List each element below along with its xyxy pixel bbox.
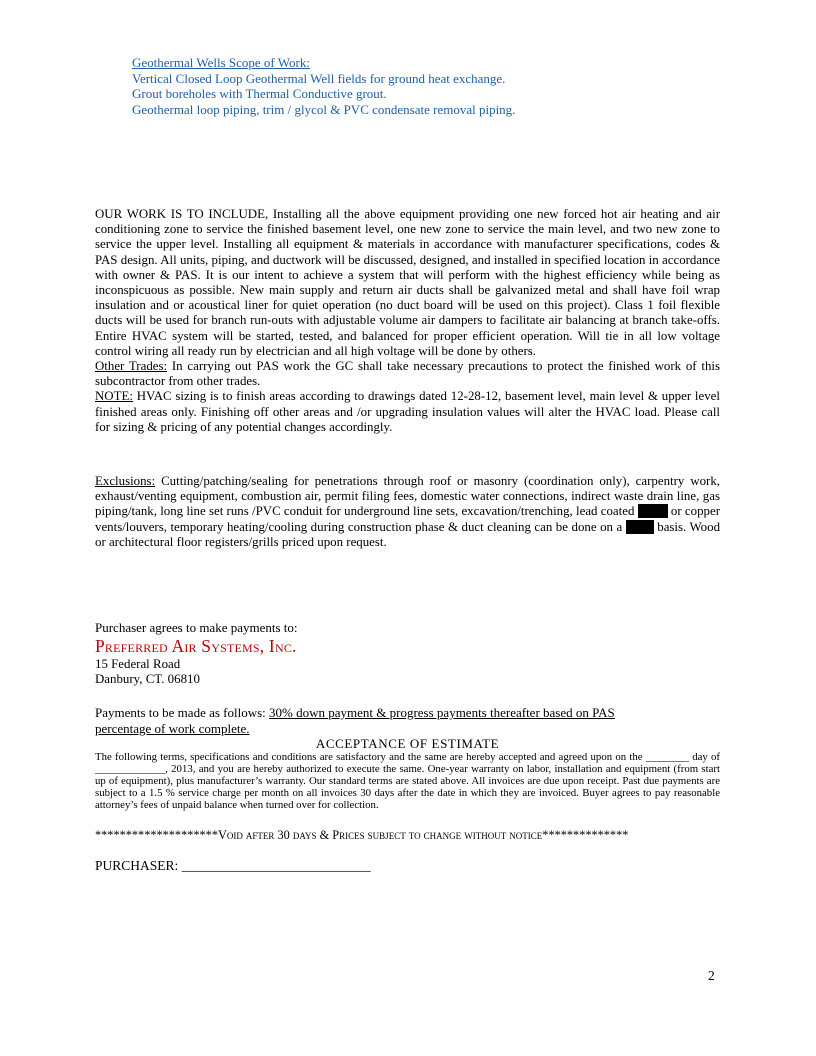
note-label: NOTE:: [95, 389, 133, 404]
other-trades-paragraph: [95, 359, 720, 389]
void-stars-right: **************: [542, 828, 629, 842]
redaction-box: [626, 520, 654, 534]
exclusions-section: [95, 474, 720, 550]
scope-line-3: Geothermal loop piping, trim / glycol & PVC condensate removal piping.: [132, 101, 516, 117]
note-text: HVAC sizing is to finish areas according to drawings dated 12-28-12, basement level, main level & upper level finished areas only. Finishing off other areas and /or upgrading insulation values will alter the HVAC load. Please call for sizing & pricing of any potential changes accordingly.: [95, 389, 720, 434]
void-notice: [95, 828, 735, 843]
other-trades-text: In carrying out PAS work the GC shall take necessary precautions to protect the finished work of this subcontractor from other trades.: [95, 359, 720, 389]
exclusions-paragraph: [95, 474, 720, 550]
exclusions-text-3: basis. Wood or architectural floor registers/grills priced upon request.: [95, 519, 721, 549]
company-address-street: 15 Federal Road: [95, 656, 181, 671]
payment-terms-lead: Payments to be made as follows:: [95, 705, 270, 720]
exclusions-label: Exclusions:: [95, 474, 156, 488]
payment-terms-underlined-1: 30% down payment & progress payments thereafter based on PAS: [269, 705, 615, 720]
payee-section: [95, 620, 298, 687]
company-name: Preferred Air Systems, Inc.: [95, 635, 297, 656]
payment-terms-underlined-2: percentage of work complete.: [95, 720, 250, 736]
scope-heading: Geothermal Wells Scope of Work:: [132, 55, 310, 70]
purchaser-signature: [95, 858, 371, 874]
company-address-city: Danbury, CT. 06810: [95, 671, 200, 686]
our-work-paragraph: OUR WORK IS TO INCLUDE, Installing all the above equipment providing one new forced hot air heating and air conditioning zone to service the finished basement level, one new zone to service the main level, and two new zone to service the upper level. Installing all equipment & materials in accordance with manufacturer specifications, codes & PAS design. All units, piping, and ductwork will be discussed, designed, and installed in specified location in accordance with owner & PAS. It is our intent to achieve a system that will perform with the highest efficiency while being as inconspicuous as possible. New main supply and return air ducts shall be galvanized metal and shall have foil wrap insulation and or acoustical liner for quiet operation (no duct board will be used on this project). Class 1 foil flexible ducts will be used for branch run-outs with adjustable volume air dampers to facilitate air balancing at branch take-offs. Entire HVAC system will be started, tested, and balanced for proper efficient operation. Will tie in all low voltage control wiring all ready run by electrician and all high voltage will be done by others.: [95, 207, 720, 358]
scope-line-1: Vertical Closed Loop Geothermal Well fields for ground heat exchange.: [132, 70, 506, 86]
acceptance-title: ACCEPTANCE OF ESTIMATE: [315, 736, 500, 751]
void-text: Void after 30 days & Prices subject to change without notice: [217, 828, 543, 842]
scope-line-2: Grout boreholes with Thermal Conductive grout.: [132, 86, 387, 101]
page-number: 2: [708, 968, 715, 983]
payment-terms: [95, 705, 720, 736]
purchaser-signature-blank: ____________________________: [181, 858, 371, 873]
scope-of-work-section: [132, 55, 732, 117]
exclusions-text-2: or copper vents/louvers, temporary heating/cooling during construction phase & duct cleaning can be done on a: [95, 504, 721, 534]
exclusions-text-1: Cutting/patching/sealing for penetrations through roof or masonry (coordination only), carpentry work, exhaust/venting equipment, combustion air, permit filing fees, domestic water connections, indirect waste drain line, gas piping/tank, long line set runs /PVC conduit for underground line sets, excavation/trenching, lead coated: [95, 474, 720, 519]
redaction-box: [638, 504, 668, 518]
other-trades-label: Other Trades:: [95, 359, 168, 374]
note-paragraph: [95, 389, 720, 435]
void-stars-left: ********************: [95, 828, 218, 842]
purchaser-label: PURCHASER:: [95, 858, 182, 873]
payment-intro: Purchaser agrees to make payments to:: [95, 620, 298, 635]
acceptance-fine-print: The following terms, specifications and conditions are satisfactory and the same are hereby accepted and agreed upon on the ________ day of _____________, 2013, and you are hereby authorized to execute the same. One-year warranty on labor, installation and equipment (from start up of equipment), plus manufacturer’s warranty. Our standard terms are stated above. All invoices are due upon receipt. Past due payments are subject to a 1.5 % service charge per month on all invoices 30 days after the date in which they are invoiced. Buyer agrees to pay reasonable attorney’s fees of unpaid balance when turned over for collection.: [95, 751, 720, 811]
work-description-section: [95, 207, 720, 435]
